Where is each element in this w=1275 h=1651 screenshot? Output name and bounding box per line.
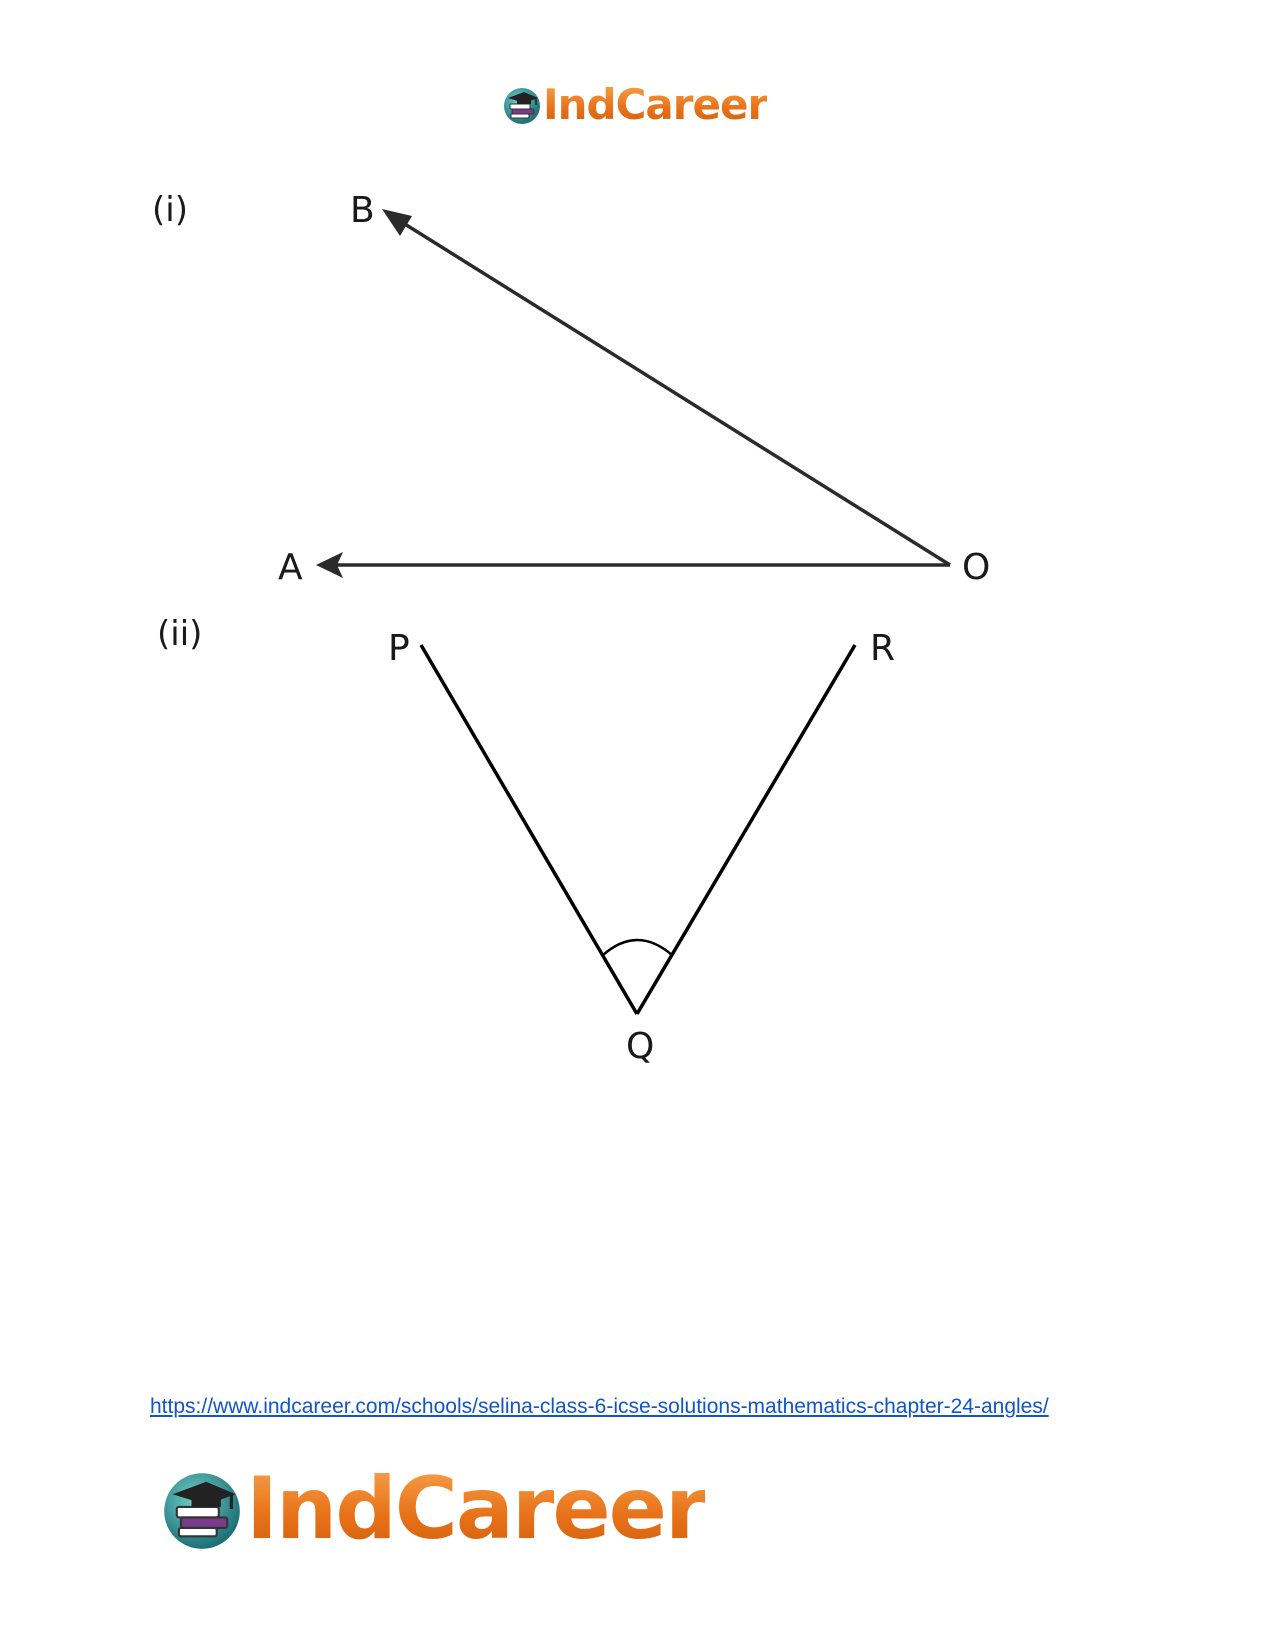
footer-logo-text: IndCareer (246, 1459, 706, 1559)
point-label-r: R (870, 628, 896, 669)
footer-logo (160, 1459, 706, 1559)
point-label-a: A (278, 547, 303, 588)
point-label-o: O (962, 547, 991, 588)
ray-oa (316, 552, 950, 578)
graduation-books-icon (160, 1467, 244, 1551)
angle-arc (603, 940, 672, 955)
angle-pqr (421, 645, 855, 1014)
header-logo-text: IndCareer (543, 80, 768, 129)
part-i-label: (i) (152, 190, 188, 230)
point-label-q: Q (626, 1026, 655, 1067)
point-label-p: P (388, 628, 410, 669)
source-url-link[interactable]: https://www.indcareer.com/schools/selina-class-6-icse-solutions-mathematics-chapter-24-angles/ (150, 1395, 1049, 1418)
point-label-b: B (350, 190, 375, 231)
ray-ob (382, 209, 950, 565)
part-ii-label: (ii) (157, 614, 203, 654)
